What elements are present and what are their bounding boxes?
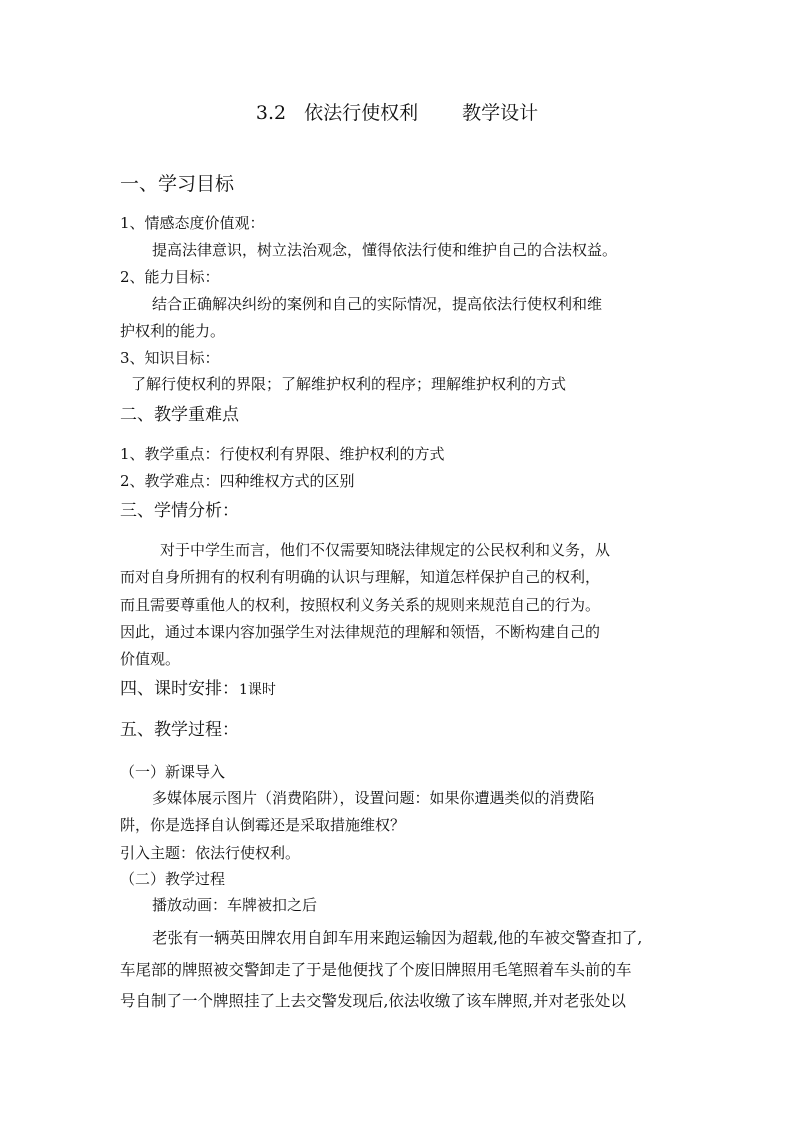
key-point-item-2: 2、教学难点：四种维权方式的区别 bbox=[120, 472, 355, 490]
schedule-row bbox=[120, 678, 276, 700]
process-text-1a: 多媒体展示图片（消费陷阱），设置问题：如果你遭遇类似的消费陷 bbox=[152, 789, 595, 807]
case-line-1: 老张有一辆英田牌农用自卸车用来跑运输因为超载,他的车被交警查扣了, bbox=[152, 929, 643, 947]
analysis-line-5: 价值观。 bbox=[120, 650, 181, 668]
case-line-2: 车尾部的牌照被交警卸走了于是他便找了个废旧牌照用毛笔照着车头前的车 bbox=[120, 961, 632, 979]
analysis-line-3: 而且需要尊重他人的权利，按照权利义务关系的规则来规范自己的行为。 bbox=[120, 596, 601, 614]
objective-text-2b: 护权利的能力。 bbox=[120, 322, 226, 340]
process-sub-heading-1: （一）新课导入 bbox=[120, 763, 226, 781]
section-heading-analysis: 三、学情分析： bbox=[120, 501, 239, 521]
objective-item-2: 2、能力目标： bbox=[120, 268, 220, 286]
document-title bbox=[0, 100, 794, 126]
process-text-2: 引入主题：依法行使权利。 bbox=[120, 844, 301, 862]
schedule-value: 1课时 bbox=[239, 682, 276, 698]
process-text-3: 播放动画：车牌被扣之后 bbox=[152, 896, 318, 914]
objective-item-3: 3、知识目标： bbox=[120, 349, 220, 367]
key-point-item-1: 1、教学重点：行使权利有界限、维护权利的方式 bbox=[120, 445, 445, 463]
process-sub-heading-2: （二）教学过程 bbox=[120, 870, 226, 888]
objective-text-3: 了解行使权利的界限；了解维护权利的程序；理解维护权利的方式 bbox=[131, 375, 567, 393]
title-suffix: 教学设计 bbox=[462, 102, 539, 124]
section-heading-process: 五、教学过程： bbox=[120, 720, 239, 740]
case-line-3: 号自制了一个牌照挂了上去交警发现后,依法收缴了该车牌照,并对老张处以 bbox=[120, 992, 626, 1010]
analysis-line-4: 因此，通过本课内容加强学生对法律规范的理解和领悟，不断构建自己的 bbox=[120, 623, 601, 641]
title-number: 3.2 bbox=[255, 102, 287, 124]
section-heading-key-points: 二、教学重难点 bbox=[120, 405, 239, 425]
objective-text-1: 提高法律意识，树立法治观念，懂得依法行使和维护自己的合法权益。 bbox=[152, 241, 618, 259]
analysis-line-1: 对于中学生而言，他们不仅需要知晓法律规定的公民权利和义务，从 bbox=[160, 541, 611, 559]
section-heading-schedule: 四、课时安排： bbox=[120, 679, 239, 699]
title-name: 依法行使权利 bbox=[304, 102, 419, 124]
process-text-1b: 阱，你是选择自认倒霉还是采取措施维权？ bbox=[120, 816, 406, 834]
section-heading-objectives: 一、学习目标 bbox=[120, 173, 235, 195]
objective-text-2a: 结合正确解决纠纷的案例和自己的实际情况，提高依法行使权利和维 bbox=[152, 295, 603, 313]
analysis-line-2: 而对自身所拥有的权利有明确的认识与理解，知道怎样保护自己的权利， bbox=[120, 568, 601, 586]
objective-item-1: 1、情感态度价值观： bbox=[120, 214, 265, 232]
